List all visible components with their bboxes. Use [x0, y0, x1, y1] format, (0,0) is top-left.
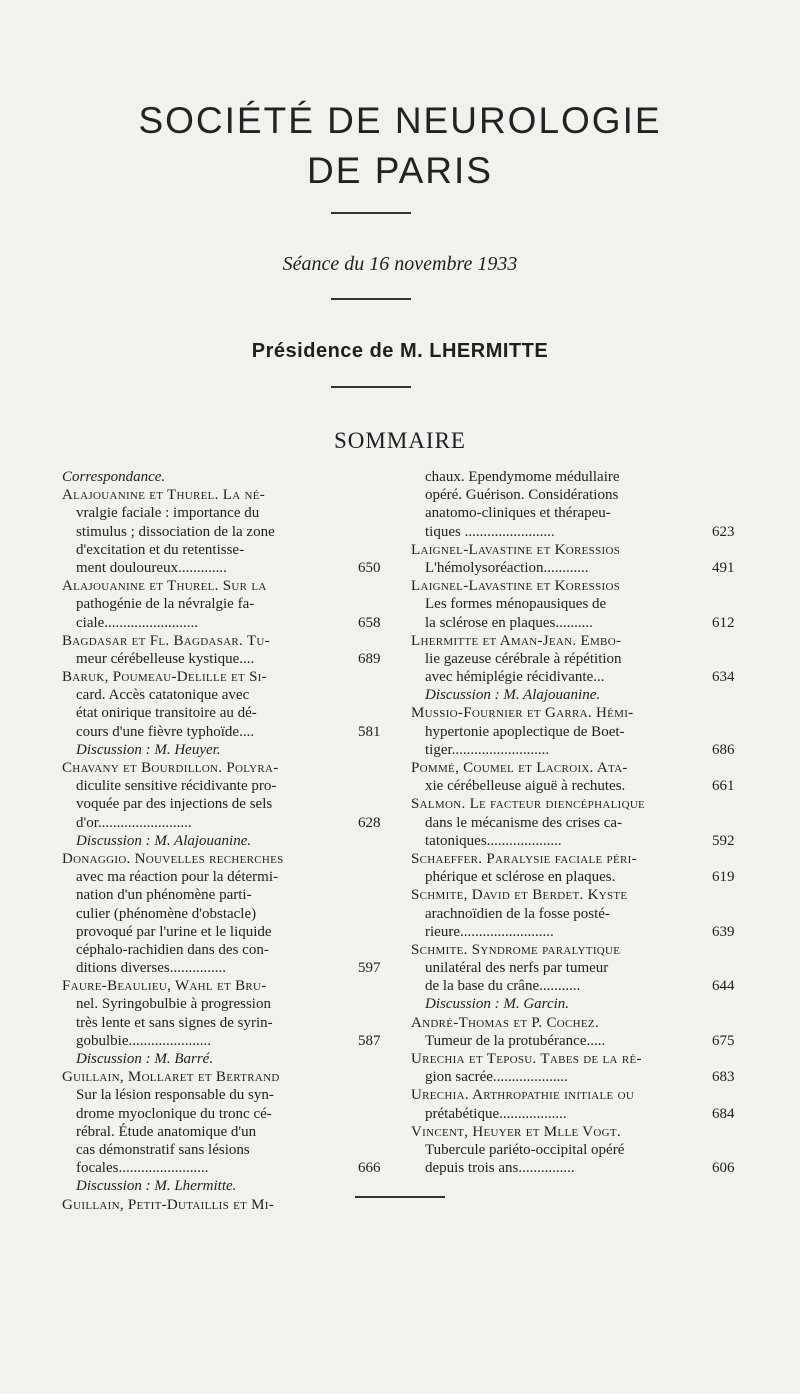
summary-entry-line	[62, 541, 360, 559]
entry-text: phérique et sclérose en plaques.	[425, 869, 616, 886]
page-number: 597	[358, 960, 381, 977]
summary-entry-line	[62, 777, 360, 795]
entry-text: pathogénie de la névralgie fa-	[76, 596, 255, 613]
summary-entry-line	[411, 686, 739, 704]
page-number: 491	[712, 559, 735, 576]
summary-entry-line	[411, 468, 739, 486]
entry-text: rieure.........................	[425, 923, 554, 940]
page-number: 658	[358, 614, 381, 631]
entry-text: drome myoclonique du tronc cé-	[76, 1105, 272, 1122]
entry-text: hypertonie apoplectique de Boet-	[425, 723, 625, 740]
entry-text: unilatéral des nerfs par tumeur	[425, 960, 609, 977]
summary-entry-line	[62, 741, 360, 759]
summary-entry-line	[62, 650, 381, 668]
summary-entry-line	[411, 704, 739, 722]
summary-entry-line	[62, 559, 381, 577]
summary-entry-line	[62, 504, 360, 522]
society-subtitle: DE PARIS	[307, 150, 493, 191]
divider-rule	[331, 386, 411, 388]
entry-text: de la base du crâne...........	[425, 978, 581, 995]
entry-text: xie cérébelleuse aiguë à rechutes.	[425, 778, 626, 795]
entry-text: d'or.........................	[76, 814, 192, 831]
entry-text: prétabétique..................	[425, 1105, 567, 1122]
entry-text: chaux. Ependymome médullaire	[425, 469, 620, 485]
summary-entry-line	[62, 1196, 360, 1214]
entry-text: cours d'une fièvre typhoïde....	[76, 723, 255, 740]
summary-entry-line	[62, 1159, 381, 1177]
entry-text: avec ma réaction pour la détermi-	[76, 869, 278, 886]
entry-text: Schmite, David et Berdet. Kyste	[411, 887, 628, 904]
entry-text: Faure-Beaulieu, Wahl et Bru-	[62, 978, 267, 995]
entry-text: provoqué par l'urine et le liquide	[76, 923, 272, 940]
summary-entry-line	[411, 850, 739, 868]
summary-entry-line	[62, 1086, 360, 1104]
summary-entry-line	[411, 650, 739, 668]
summary-entry-line	[411, 1068, 739, 1086]
entry-text: Tubercule pariéto-occipital opéré	[425, 1141, 625, 1158]
entry-text: Urechia. Arthropathie initiale ou	[411, 1087, 635, 1104]
summary-entry-line	[62, 668, 360, 686]
summary-entry-line	[62, 1141, 360, 1159]
entry-text: Discussion : M. Heuyer.	[76, 741, 221, 758]
summary-entry-line	[411, 1123, 739, 1141]
summary-entry-line	[62, 759, 360, 777]
entry-text: Laignel-Lavastine et Koressios	[411, 541, 621, 558]
entry-text: Sur la lésion responsable du syn-	[76, 1087, 274, 1104]
summary-entry-line	[411, 559, 739, 577]
entry-text: ment douloureux.............	[76, 559, 227, 576]
entry-text: Schmite. Syndrome paralytique	[411, 941, 621, 958]
summary-entry-line	[411, 795, 739, 813]
page-number: 683	[712, 1069, 735, 1086]
page-number: 650	[358, 559, 381, 576]
entry-text: Pommé, Coumel et Lacroix. Ata-	[411, 760, 628, 776]
entry-text: Alajouanine et Thurel. Sur la	[62, 578, 267, 595]
entry-text: Les formes ménopausiques de	[425, 596, 607, 613]
entry-text: ciale.........................	[76, 614, 199, 631]
summary-entry-line	[411, 541, 739, 559]
summary-entry-line	[411, 523, 739, 541]
entry-text: Urechia et Teposu. Tabes de la ré-	[411, 1051, 642, 1067]
summary-entry-line	[411, 668, 739, 686]
summary-entry-line	[62, 886, 360, 904]
summary-entry-line	[62, 995, 360, 1013]
summary-entry-line	[411, 632, 739, 650]
page-number: 623	[712, 523, 735, 540]
page-number: 666	[358, 1160, 381, 1177]
summary-entry-line	[411, 886, 739, 904]
entry-text: gion sacrée....................	[425, 1069, 568, 1086]
entry-text: dans le mécanisme des crises ca-	[425, 814, 622, 831]
entry-text: ditions diverses...............	[76, 960, 226, 977]
entry-text: rébral. Étude anatomique d'un	[76, 1123, 257, 1140]
summary-entry-line	[411, 1105, 739, 1123]
summary-entry-line	[411, 977, 739, 995]
entry-text: lie gazeuse cérébrale à répétition	[425, 650, 622, 667]
divider-rule	[331, 298, 411, 300]
page-number: 581	[358, 723, 381, 740]
page-number: 689	[358, 650, 381, 667]
entry-text: vralgie faciale : importance du	[76, 505, 260, 522]
summary-entry-line	[411, 832, 739, 850]
summary-entry-line	[62, 795, 360, 813]
entry-text: Guillain, Petit-Dutaillis et Mi-	[62, 1196, 275, 1213]
summary-entry-line	[411, 1141, 739, 1159]
entry-text: Mussio-Fournier et Garra. Hémi-	[411, 705, 634, 722]
summary-entry-line	[62, 868, 360, 886]
summary-entry-line	[62, 614, 381, 632]
entry-text: Discussion : M. Garcin.	[425, 996, 570, 1013]
page-number: 686	[712, 741, 735, 758]
summary-entry-line	[62, 686, 360, 704]
summary-entry-line	[62, 923, 360, 941]
summary-entry-line	[62, 832, 360, 850]
entry-text: depuis trois ans...............	[425, 1160, 575, 1177]
summary-right-column	[411, 468, 739, 1177]
summary-entry-line	[62, 1123, 360, 1141]
page-number: 639	[712, 923, 735, 940]
summary-entry-line	[62, 486, 360, 504]
summary-entry-line	[62, 632, 360, 650]
summary-entry-line	[62, 1050, 360, 1068]
summary-entry-line	[62, 523, 360, 541]
entry-text: culier (phénomène d'obstacle)	[76, 905, 257, 922]
entry-text: tatoniques....................	[425, 832, 562, 849]
entry-text: Vincent, Heuyer et Mlle Vogt.	[411, 1123, 621, 1140]
entry-text: tiger..........................	[425, 741, 550, 758]
entry-text: Discussion : M. Alajouanine.	[425, 687, 601, 704]
summary-entry-line	[62, 814, 381, 832]
summary-entry-line	[62, 1177, 360, 1195]
entry-text: nel. Syringobulbie à progression	[76, 996, 271, 1013]
entry-text: Schaeffer. Paralysie faciale péri-	[411, 850, 637, 867]
entry-text: avec hémiplégie récidivante...	[425, 669, 605, 686]
entry-text: meur cérébelleuse kystique....	[76, 650, 255, 667]
summary-entry-line	[411, 941, 739, 959]
summary-entry-line	[411, 614, 739, 632]
entry-text: d'excitation et du retentisse-	[76, 541, 245, 558]
entry-text: Bagdasar et Fl. Bagdasar. Tu-	[62, 632, 270, 649]
page-number: 661	[712, 778, 735, 795]
summary-entry-line	[62, 959, 381, 977]
entry-text: Laignel-Lavastine et Koressios	[411, 578, 621, 595]
entry-text: Donaggio. Nouvelles recherches	[62, 850, 284, 867]
entry-text: arachnoïdien de la fosse posté-	[425, 905, 610, 922]
entry-text: la sclérose en plaques..........	[425, 614, 593, 631]
entry-text: cas démonstratif sans lésions	[76, 1141, 250, 1158]
summary-entry-line	[411, 595, 739, 613]
summary-entry-line	[411, 723, 739, 741]
summary-entry-line	[62, 1068, 360, 1086]
summary-entry-line	[62, 850, 360, 868]
entry-text: anatomo-cliniques et thérapeu-	[425, 505, 611, 522]
entry-text: stimulus ; dissociation de la zone	[76, 523, 275, 540]
entry-text: Baruk, Poumeau-Delille et Si-	[62, 669, 268, 686]
page-number: 644	[712, 978, 735, 995]
entry-text: Alajouanine et Thurel. La né-	[62, 487, 266, 504]
entry-text: opéré. Guérison. Considérations	[425, 487, 619, 504]
entry-text: gobulbie......................	[76, 1032, 211, 1049]
summary-entry-line	[411, 504, 739, 522]
summary-entry-line	[411, 905, 739, 923]
entry-text: céphalo-rachidien dans des con-	[76, 941, 269, 958]
entry-text: Chavany et Bourdillon. Polyra-	[62, 760, 279, 776]
summary-entry-line	[62, 977, 360, 995]
entry-text: card. Accès catatonique avec	[76, 687, 250, 704]
summary-entry-line	[411, 1159, 739, 1177]
summary-entry-line	[62, 941, 360, 959]
summary-entry-line	[411, 868, 739, 886]
page-number: 684	[712, 1105, 735, 1122]
entry-text: L'hémolysoréaction............	[425, 559, 589, 576]
summary-entry-line	[411, 741, 739, 759]
entry-text: André-Thomas et P. Cochez.	[411, 1014, 599, 1031]
entry-text: Discussion : M. Lhermitte.	[76, 1178, 237, 1195]
entry-text: nation d'un phénomène parti-	[76, 887, 252, 904]
session-date: Séance du 16 novembre 1933	[282, 253, 518, 275]
summary-entry-line	[62, 595, 360, 613]
summary-entry-line	[411, 995, 739, 1013]
summary-entry-line	[62, 468, 360, 486]
summary-entry-line	[411, 959, 739, 977]
page-number: 634	[712, 669, 735, 686]
summary-entry-line	[62, 905, 360, 923]
entry-text: Guillain, Mollaret et Bertrand	[62, 1069, 280, 1086]
summary-entry-line	[411, 1050, 739, 1068]
summary-entry-line	[411, 1014, 739, 1032]
entry-text: très lente et sans signes de syrin-	[76, 1014, 273, 1031]
summary-entry-line	[62, 723, 381, 741]
summary-entry-line	[411, 777, 739, 795]
summary-entry-line	[62, 1014, 360, 1032]
summary-entry-line	[62, 577, 360, 595]
entry-text: Lhermitte et Aman-Jean. Embo-	[411, 632, 622, 649]
entry-text: voquée par des injections de sels	[76, 796, 273, 813]
entry-text: état onirique transitoire au dé-	[76, 705, 257, 722]
summary-entry-line	[411, 486, 739, 504]
entry-text: Salmon. Le facteur diencéphalique	[411, 796, 646, 813]
summary-entry-line	[411, 577, 739, 595]
summary-entry-line	[62, 1105, 360, 1123]
summary-heading: SOMMAIRE	[334, 428, 466, 453]
summary-entry-line	[411, 759, 739, 777]
page-number: 619	[712, 869, 735, 886]
entry-text: Discussion : M. Alajouanine.	[76, 832, 252, 849]
page-number: 628	[358, 814, 381, 831]
entry-text: Tumeur de la protubérance.....	[425, 1032, 606, 1049]
society-title: SOCIÉTÉ DE NEUROLOGIE	[138, 100, 662, 141]
bottom-rule	[355, 1196, 445, 1198]
summary-entry-line	[411, 1086, 739, 1104]
entry-text: Discussion : M. Barré.	[76, 1051, 214, 1067]
entry-text: Correspondance.	[62, 469, 166, 485]
entry-text: tiques ........................	[425, 523, 555, 540]
summary-entry-line	[411, 1032, 739, 1050]
page-number: 592	[712, 832, 735, 849]
page-number: 675	[712, 1032, 735, 1049]
page-number: 587	[358, 1032, 381, 1049]
summary-entry-line	[62, 1032, 381, 1050]
summary-entry-line	[411, 814, 739, 832]
summary-entry-line	[62, 704, 360, 722]
entry-text: focales........................	[76, 1160, 209, 1177]
presidency-line: Présidence de M. LHERMITTE	[251, 340, 549, 362]
entry-text: diculite sensitive récidivante pro-	[76, 778, 277, 795]
page-number: 606	[712, 1160, 735, 1177]
divider-rule	[331, 212, 411, 214]
summary-left-column	[62, 468, 381, 1214]
summary-entry-line	[411, 923, 739, 941]
page-number: 612	[712, 614, 735, 631]
